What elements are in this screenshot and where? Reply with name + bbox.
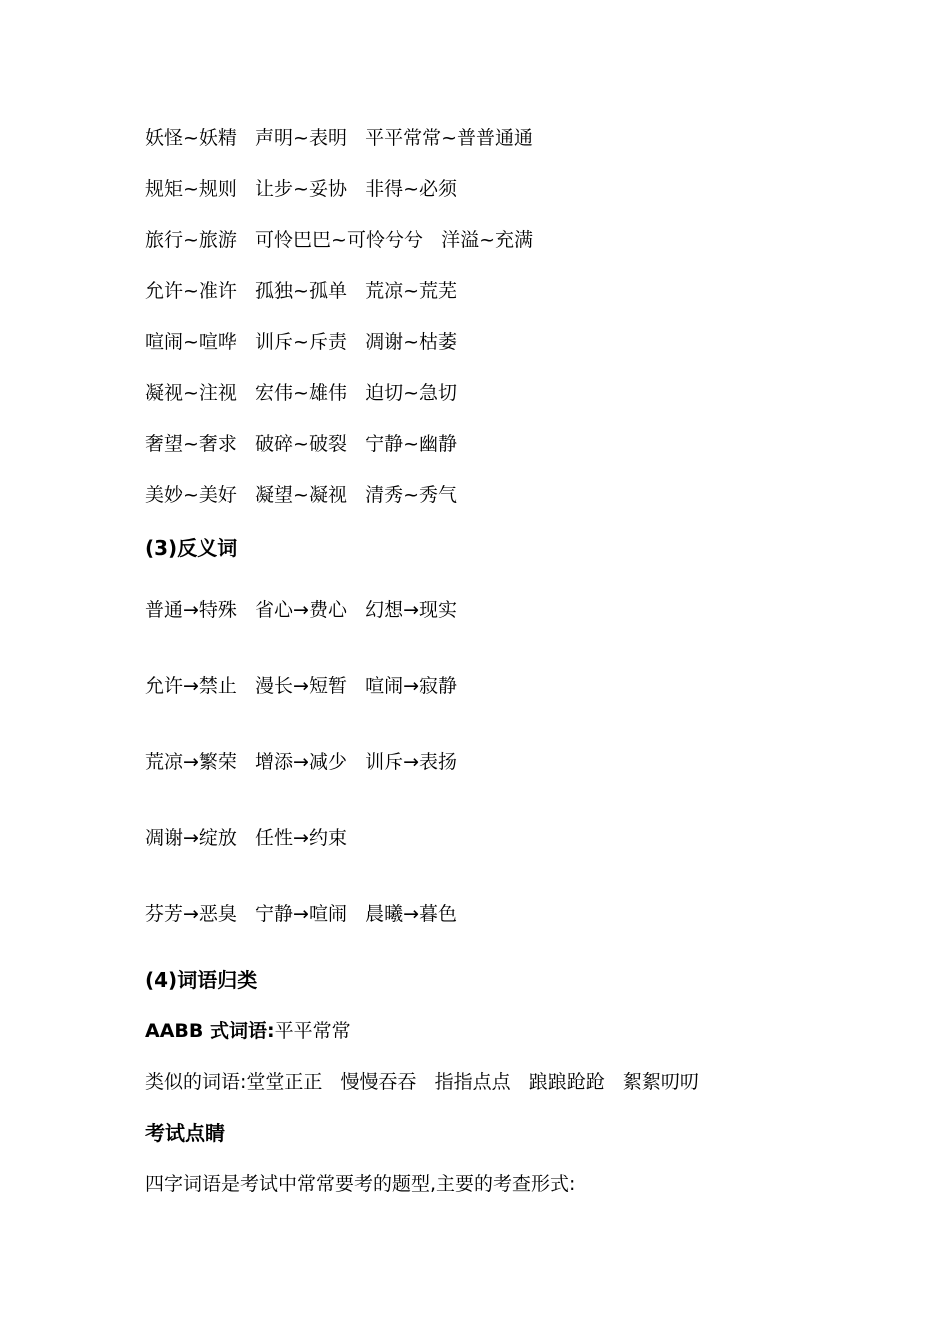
- aabb-value: 平平常常: [274, 1020, 351, 1042]
- classify-heading: (4)词语归类: [145, 968, 258, 992]
- antonym-line-5: 芬芳→恶臭 宁静→喧闹 晨曦→暮色: [145, 903, 457, 925]
- similar-words-line: 类似的词语:堂堂正正 慢慢吞吞 指指点点 踉踉跄跄 絮絮叨叨: [145, 1071, 699, 1093]
- aabb-label: AABB 式词语:: [145, 1020, 275, 1042]
- exam-text: 四字词语是考试中常常要考的题型,主要的考查形式:: [145, 1173, 576, 1195]
- aabb-line: [145, 1019, 351, 1043]
- synonym-line-6: 凝视~注视 宏伟~雄伟 迫切~急切: [145, 382, 457, 404]
- synonym-line-8: 美妙~美好 凝望~凝视 清秀~秀气: [145, 484, 457, 506]
- antonym-line-1: 普通→特殊 省心→费心 幻想→现实: [145, 599, 457, 621]
- antonym-line-2: 允许→禁止 漫长→短暂 喧闹→寂静: [145, 675, 457, 697]
- antonym-line-4: 凋谢→绽放 任性→约束: [145, 827, 347, 849]
- synonym-line-2: 规矩~规则 让步~妥协 非得~必须: [145, 178, 457, 200]
- synonym-line-1: 妖怪~妖精 声明~表明 平平常常~普普通通: [145, 127, 533, 149]
- synonym-line-7: 奢望~奢求 破碎~破裂 宁静~幽静: [145, 433, 457, 455]
- exam-heading: 考试点睛: [145, 1121, 225, 1145]
- antonyms-heading: (3)反义词: [145, 536, 238, 560]
- synonym-line-5: 喧闹~喧哗 训斥~斥责 凋谢~枯萎: [145, 331, 457, 353]
- antonym-line-3: 荒凉→繁荣 增添→减少 训斥→表扬: [145, 751, 457, 773]
- synonym-line-3: 旅行~旅游 可怜巴巴~可怜兮兮 洋溢~充满: [145, 229, 533, 251]
- synonym-line-4: 允许~准许 孤独~孤单 荒凉~荒芜: [145, 280, 457, 302]
